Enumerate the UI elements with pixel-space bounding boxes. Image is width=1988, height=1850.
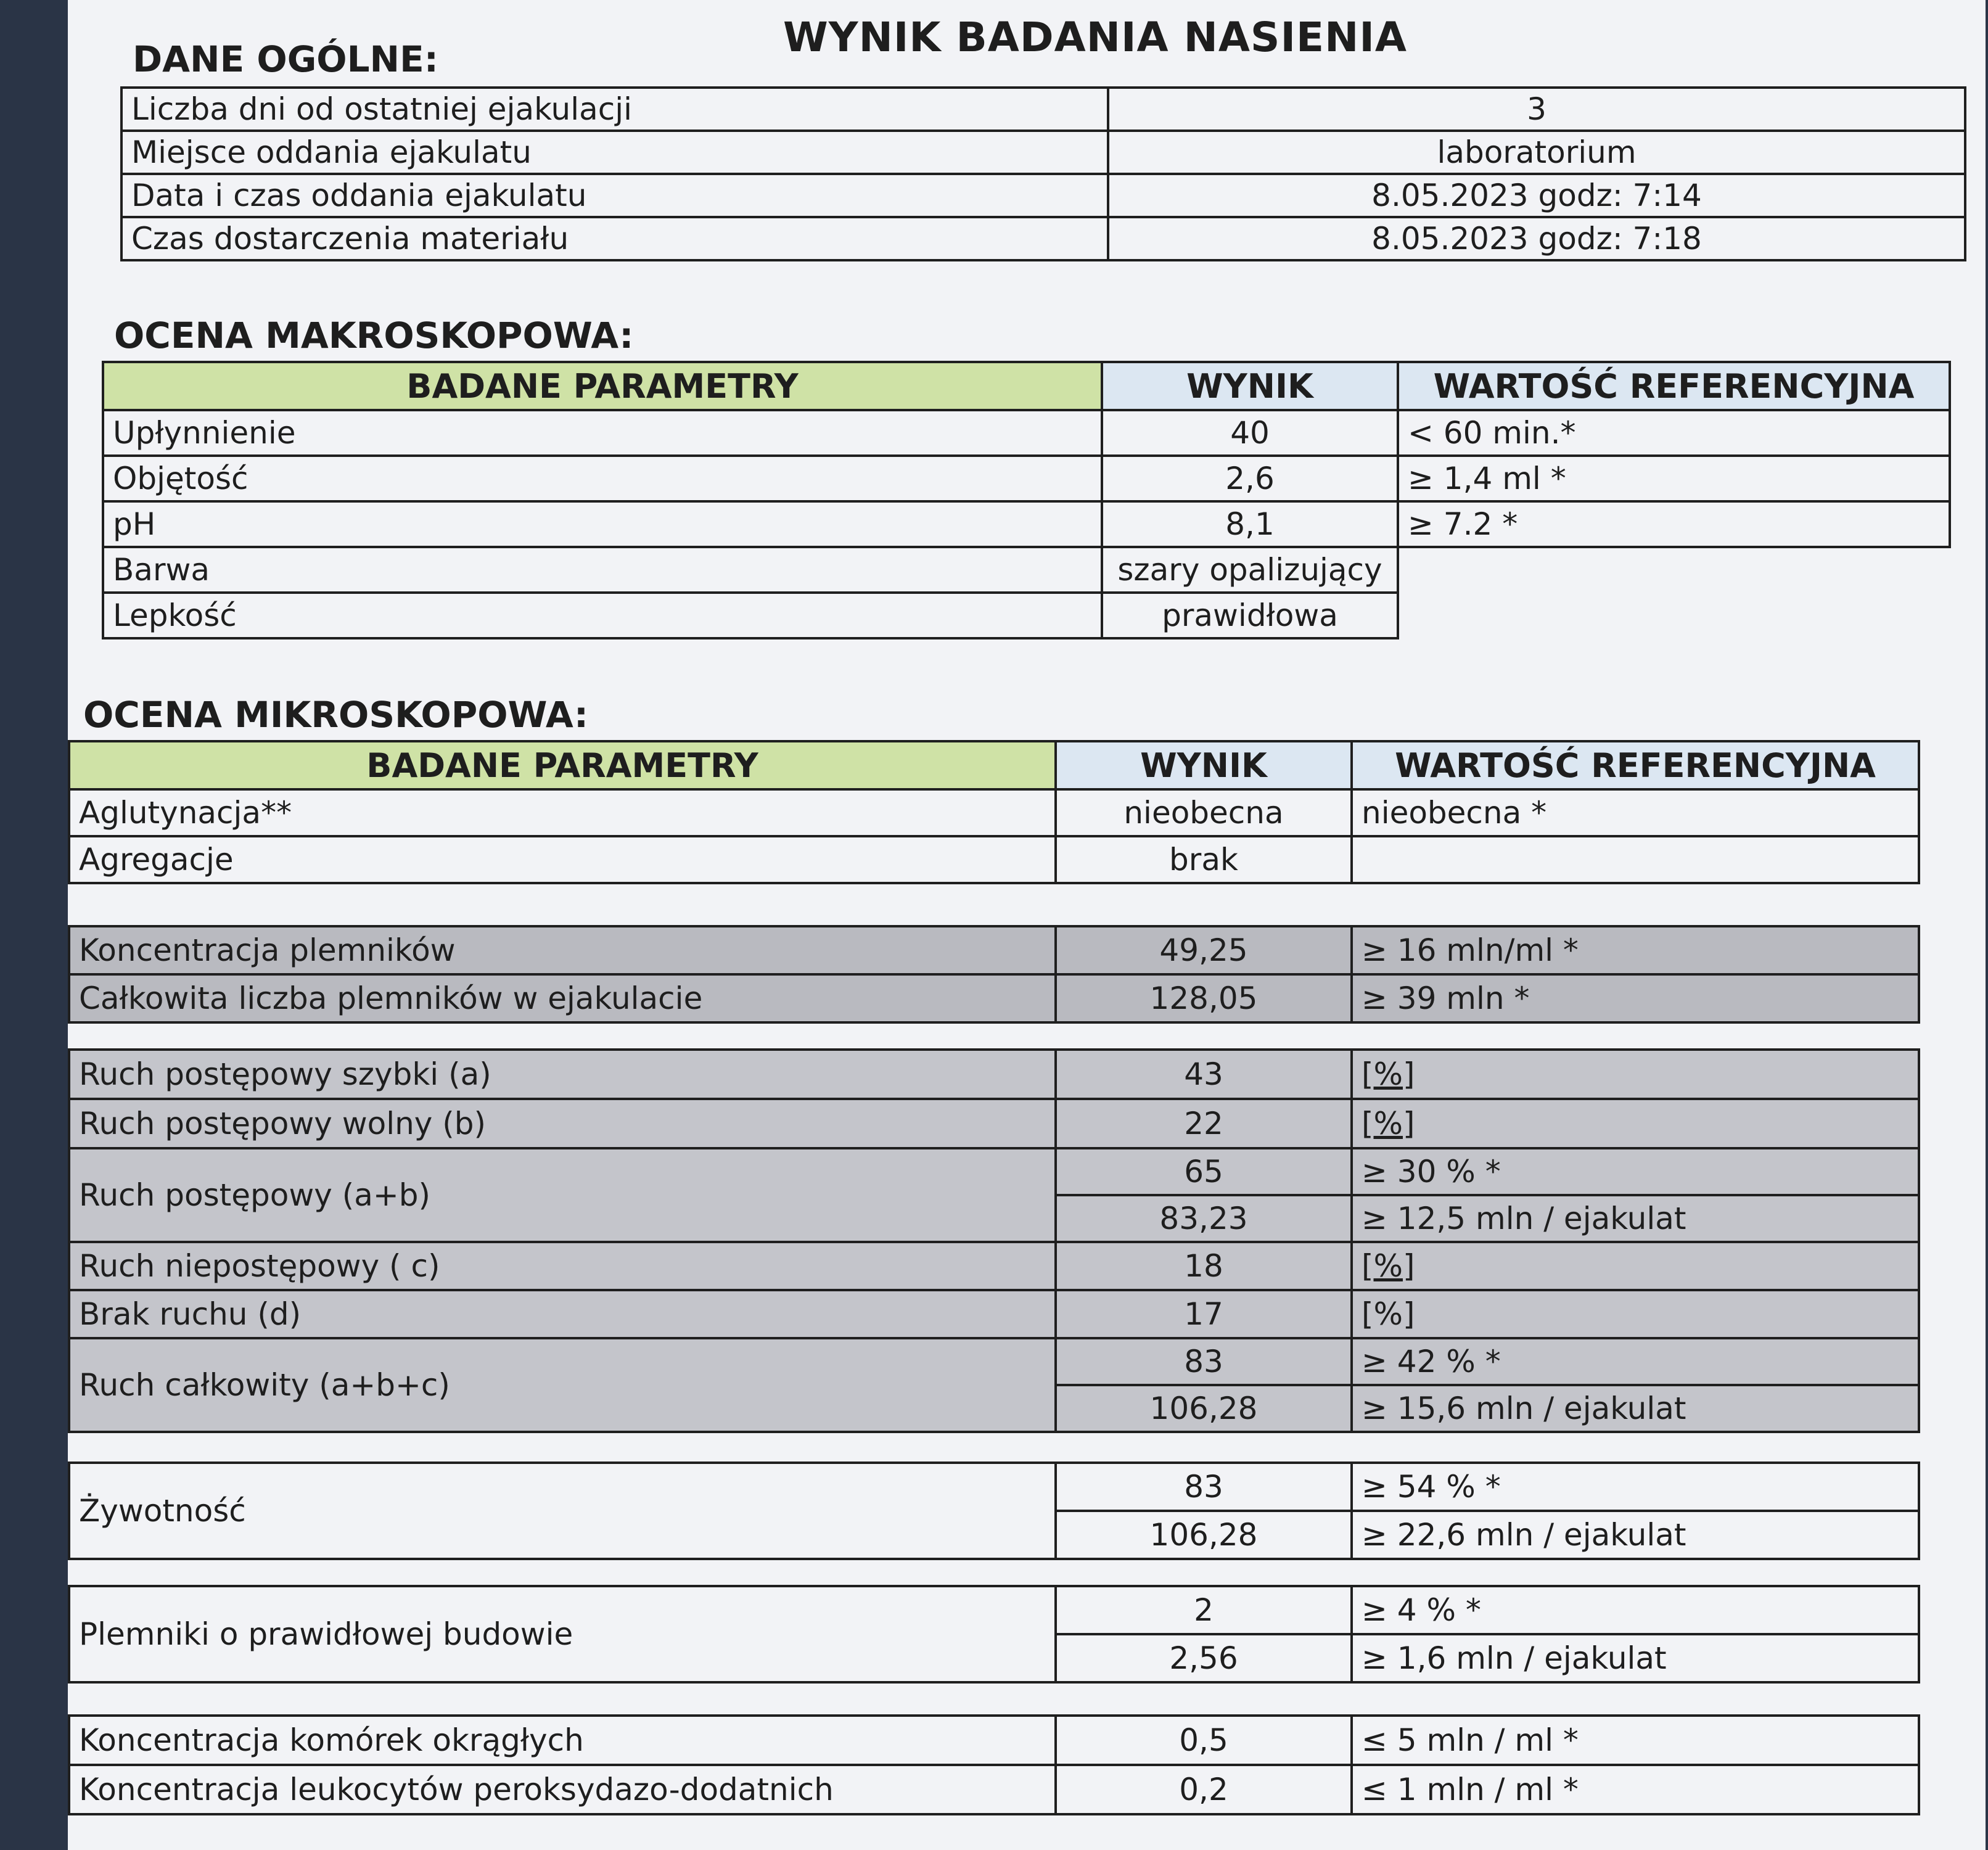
table-row [69, 1050, 1919, 1099]
row-reference: < 60 min.* [1398, 410, 1950, 456]
row-value: 2,6 [1102, 456, 1398, 501]
row-label: Agregacje [69, 836, 1056, 883]
row-value: 0,2 [1056, 1765, 1352, 1814]
row-reference [1352, 836, 1919, 883]
row-value: 40 [1102, 410, 1398, 456]
row-reference: [%] [1352, 1099, 1919, 1148]
table-row [69, 789, 1919, 836]
row-value: 3 [1108, 88, 1965, 131]
row-value: laboratorium [1108, 131, 1965, 174]
table-row [121, 217, 1965, 260]
row-reference: nieobecna * [1352, 789, 1919, 836]
report-paper [68, 0, 1986, 1850]
row-label: Lepkość [103, 593, 1102, 638]
empty-cell [1398, 547, 1950, 593]
row-label: Upłynnienie [103, 410, 1102, 456]
row-value: 17 [1056, 1290, 1352, 1338]
macro-table [102, 361, 1951, 639]
table-row [69, 1716, 1919, 1765]
row-label: Ruch postępowy (a+b) [69, 1148, 1056, 1242]
row-value: 43 [1056, 1050, 1352, 1099]
row-value: prawidłowa [1102, 593, 1398, 638]
row-label: Koncentracja leukocytów peroksydazo-dodatnich [69, 1765, 1056, 1814]
table-row [69, 1242, 1919, 1290]
row-label: Żywotność [69, 1463, 1056, 1559]
row-label: Koncentracja plemników [69, 926, 1056, 974]
row-value: 2 [1056, 1586, 1352, 1634]
row-label: pH [103, 501, 1102, 547]
table-row [121, 131, 1965, 174]
general-section-title: DANE OGÓLNE: [133, 38, 438, 80]
morphology-table [68, 1585, 1920, 1684]
row-value: 83 [1056, 1338, 1352, 1385]
row-value: nieobecna [1056, 789, 1352, 836]
vitality-table [68, 1462, 1920, 1560]
row-value: 2,56 [1056, 1634, 1352, 1682]
row-label: Barwa [103, 547, 1102, 593]
concentration-table [68, 925, 1920, 1024]
table-header-row [103, 362, 1950, 410]
table-row [69, 926, 1919, 974]
row-reference: ≥ 16 mln/ml * [1352, 926, 1919, 974]
micro-table [68, 740, 1920, 884]
row-label: Data i czas oddania ejakulatu [121, 174, 1108, 217]
row-value: 8.05.2023 godz: 7:18 [1108, 217, 1965, 260]
row-label: Plemniki o prawidłowej budowie [69, 1586, 1056, 1682]
table-row [69, 1338, 1919, 1385]
table-row [69, 1586, 1919, 1634]
column-header-param: BADANE PARAMETRY [103, 362, 1102, 410]
row-reference: ≤ 1 mln / ml * [1352, 1765, 1919, 1814]
row-label: Czas dostarczenia materiału [121, 217, 1108, 260]
row-value: 128,05 [1056, 974, 1352, 1022]
row-value: szary opalizujący [1102, 547, 1398, 593]
table-row [103, 547, 1950, 593]
table-row [69, 1290, 1919, 1338]
row-value: 83 [1056, 1463, 1352, 1511]
column-header-result: WYNIK [1056, 741, 1352, 789]
row-value: 8,1 [1102, 501, 1398, 547]
row-label: Liczba dni od ostatniej ejakulacji [121, 88, 1108, 131]
column-header-result: WYNIK [1102, 362, 1398, 410]
row-label: Aglutynacja** [69, 789, 1056, 836]
row-reference: ≥ 7.2 * [1398, 501, 1950, 547]
row-label: Ruch całkowity (a+b+c) [69, 1338, 1056, 1432]
row-value: 0,5 [1056, 1716, 1352, 1765]
micro-section-title: OCENA MIKROSKOPOWA: [83, 694, 589, 736]
row-label: Ruch postępowy szybki (a) [69, 1050, 1056, 1099]
document-title: WYNIK BADANIA NASIENIA [783, 14, 1407, 61]
column-header-reference: WARTOŚĆ REFERENCYJNA [1352, 741, 1919, 789]
row-reference: ≥ 42 % * [1352, 1338, 1919, 1385]
row-label: Brak ruchu (d) [69, 1290, 1056, 1338]
row-reference: ≥ 1,6 mln / ejakulat [1352, 1634, 1919, 1682]
table-row [69, 974, 1919, 1022]
row-value: 18 [1056, 1242, 1352, 1290]
table-header-row [69, 741, 1919, 789]
table-row [121, 174, 1965, 217]
macro-section-title: OCENA MAKROSKOPOWA: [114, 314, 634, 356]
row-label: Miejsce oddania ejakulatu [121, 131, 1108, 174]
table-row [103, 593, 1950, 638]
row-reference: ≥ 1,4 ml * [1398, 456, 1950, 501]
empty-cell [1398, 593, 1950, 638]
cells-table [68, 1714, 1920, 1815]
row-reference: ≥ 15,6 mln / ejakulat [1352, 1385, 1919, 1432]
row-label: Koncentracja komórek okrągłych [69, 1716, 1056, 1765]
row-reference: ≥ 22,6 mln / ejakulat [1352, 1511, 1919, 1559]
row-reference: [%] [1352, 1242, 1919, 1290]
row-reference: ≥ 4 % * [1352, 1586, 1919, 1634]
row-value: 8.05.2023 godz: 7:14 [1108, 174, 1965, 217]
table-row [69, 1099, 1919, 1148]
motility-table [68, 1048, 1920, 1433]
table-row [103, 456, 1950, 501]
table-row [69, 836, 1919, 883]
row-reference: ≥ 54 % * [1352, 1463, 1919, 1511]
table-row [121, 88, 1965, 131]
column-header-param: BADANE PARAMETRY [69, 741, 1056, 789]
row-value: brak [1056, 836, 1352, 883]
general-table [120, 86, 1966, 261]
row-reference: [%] [1352, 1050, 1919, 1099]
row-value: 83,23 [1056, 1195, 1352, 1242]
row-reference: ≥ 12,5 mln / ejakulat [1352, 1195, 1919, 1242]
row-reference: ≤ 5 mln / ml * [1352, 1716, 1919, 1765]
table-row [103, 410, 1950, 456]
row-value: 106,28 [1056, 1385, 1352, 1432]
row-reference: [%] [1352, 1290, 1919, 1338]
row-label: Objętość [103, 456, 1102, 501]
row-value: 65 [1056, 1148, 1352, 1195]
table-row [103, 501, 1950, 547]
row-value: 22 [1056, 1099, 1352, 1148]
row-label: Ruch niepostępowy ( c) [69, 1242, 1056, 1290]
table-row [69, 1463, 1919, 1511]
row-reference: ≥ 30 % * [1352, 1148, 1919, 1195]
column-header-reference: WARTOŚĆ REFERENCYJNA [1398, 362, 1950, 410]
table-row [69, 1765, 1919, 1814]
table-row [69, 1148, 1919, 1195]
row-reference: ≥ 39 mln * [1352, 974, 1919, 1022]
row-value: 49,25 [1056, 926, 1352, 974]
row-label: Ruch postępowy wolny (b) [69, 1099, 1056, 1148]
row-value: 106,28 [1056, 1511, 1352, 1559]
row-label: Całkowita liczba plemników w ejakulacie [69, 974, 1056, 1022]
